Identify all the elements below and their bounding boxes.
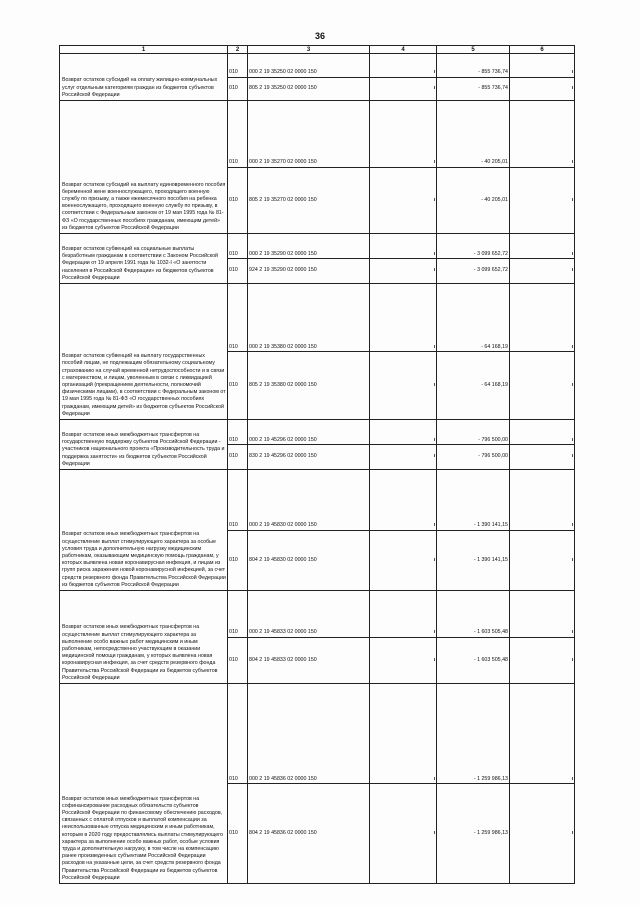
header-cell-4: 4 [370, 46, 437, 54]
row-amount: - 64 168,19 [437, 352, 510, 420]
row-col4-cell [370, 420, 437, 445]
header-cell-1: 1 [60, 46, 228, 54]
row-amount: - 40 205,01 [437, 167, 510, 234]
row-line-code: 010 [228, 684, 248, 784]
row-kbk-code: 000 2 19 45833 02 0000 150 [248, 591, 370, 638]
row-col4-cell [370, 352, 437, 420]
row-col6-cell [510, 530, 575, 591]
row-col6-cell [510, 470, 575, 531]
row-col6-cell [510, 352, 575, 420]
table-row [60, 101, 575, 168]
row-line-code: 010 [228, 259, 248, 284]
row-kbk-code: 805 2 19 35380 02 0000 150 [248, 352, 370, 420]
row-col6-cell [510, 591, 575, 638]
row-amount: - 1 603 505,48 [437, 591, 510, 638]
row-kbk-code: 805 2 19 35250 02 0000 150 [248, 77, 370, 101]
row-line-code: 010 [228, 637, 248, 684]
table-row [60, 420, 575, 445]
row-col4-cell [370, 77, 437, 101]
table-body [60, 46, 575, 884]
row-amount: - 855 736,74 [437, 54, 510, 78]
row-col6-cell [510, 234, 575, 259]
row-line-code: 010 [228, 284, 248, 352]
row-kbk-code: 000 2 19 35270 02 0000 150 [248, 101, 370, 168]
table-row [60, 234, 575, 259]
row-description: Возврат остатков иных межбюджетных трансфертов на осуществление выплат стимулирующего характера за особые условия труда и дополнительную нагрузку медицинским работникам, оказывающим медицинскую помощь гражданам, у которых выявлена новая коронавирусная инфекция, и лицам из групп риска заражения новой коронавирусной инфекцией, за счет средств резервного фонда Правительства Российской Федерации из бюджетов субъектов Российской Федерации [60, 470, 228, 591]
row-line-code: 010 [228, 784, 248, 884]
row-amount: - 1 259 986,13 [437, 684, 510, 784]
row-kbk-code: 000 2 19 45830 02 0000 150 [248, 470, 370, 531]
row-col4-cell [370, 445, 437, 470]
row-kbk-code: 000 2 19 45836 02 0000 150 [248, 684, 370, 784]
row-col6-cell [510, 420, 575, 445]
row-description: Возврат остатков субвенций на выплату государственных пособий лицам, не подлежащим обязательному социальному страхованию на случай временной нетрудоспособности и в связи с материнством, и лицам, уволенным в связи с ликвидацией организаций (прекращением деятельности, полномочий физическими лицами), в соответствии с Федеральным законом от 19 мая 1995 года № 81-ФЗ «О государственных пособиях гражданам, имеющим детей» из бюджетов субъектов Российской Федерации [60, 284, 228, 420]
row-amount: - 3 099 652,72 [437, 259, 510, 284]
row-col6-cell [510, 445, 575, 470]
header-row [60, 46, 575, 54]
row-col6-cell [510, 284, 575, 352]
row-col6-cell [510, 684, 575, 784]
row-line-code: 010 [228, 234, 248, 259]
row-col4-cell [370, 591, 437, 638]
row-description: Возврат остатков субсидий на оплату жилищно-коммунальных услуг отдельным категориям граждан из бюджетов субъектов Российской Федерации [60, 54, 228, 101]
row-col4-cell [370, 284, 437, 352]
row-kbk-code: 000 2 19 35290 02 0000 150 [248, 234, 370, 259]
row-kbk-code: 924 2 19 35290 02 0000 150 [248, 259, 370, 284]
row-col6-cell [510, 54, 575, 78]
row-line-code: 010 [228, 101, 248, 168]
row-col6-cell [510, 167, 575, 234]
row-col4-cell [370, 167, 437, 234]
row-amount: - 1 390 141,15 [437, 530, 510, 591]
row-amount: - 1 259 986,13 [437, 784, 510, 884]
row-col4-cell [370, 259, 437, 284]
row-kbk-code: 804 2 19 45830 02 0000 150 [248, 530, 370, 591]
row-amount: - 855 736,74 [437, 77, 510, 101]
row-col4-cell [370, 101, 437, 168]
row-line-code: 010 [228, 77, 248, 101]
row-amount: - 64 168,19 [437, 284, 510, 352]
row-line-code: 010 [228, 445, 248, 470]
row-col4-cell [370, 637, 437, 684]
header-cell-6: 6 [510, 46, 575, 54]
row-description: Возврат остатков субвенций на социальные выплаты безработным гражданам в соответствии с Законом Российской Федерации от 19 апреля 1991 года № 1032-I «О занятости населения в Российской Федерации» из бюджетов субъектов Российской Федерации [60, 234, 228, 284]
row-line-code: 010 [228, 167, 248, 234]
row-col4-cell [370, 470, 437, 531]
header-cell-5: 5 [437, 46, 510, 54]
row-line-code: 010 [228, 530, 248, 591]
row-description: Возврат остатков иных межбюджетных трансфертов на осуществление выплат стимулирующего характера за выполнение особо важных работ медицинским и иным работникам, непосредственно участвующим в оказании медицинской помощи гражданам, у которых выявлена новая коронавирусная инфекция, за счет средств резервного фонда Правительства Российской Федерации из бюджетов субъектов Российской Федерации [60, 591, 228, 684]
row-line-code: 010 [228, 352, 248, 420]
row-amount: - 796 500,00 [437, 420, 510, 445]
row-col6-cell [510, 784, 575, 884]
row-kbk-code: 000 2 19 45296 02 0000 150 [248, 420, 370, 445]
row-kbk-code: 804 2 19 45836 02 0000 150 [248, 784, 370, 884]
row-kbk-code: 805 2 19 35270 02 0000 150 [248, 167, 370, 234]
row-col4-cell [370, 530, 437, 591]
row-col6-cell [510, 637, 575, 684]
row-kbk-code: 000 2 19 35380 02 0000 150 [248, 284, 370, 352]
row-amount: - 1 390 141,15 [437, 470, 510, 531]
row-kbk-code: 804 2 19 45833 02 0000 150 [248, 637, 370, 684]
row-description: Возврат остатков иных межбюджетных трансфертов на софинансирование расходных обязательств субъектов Российской Федерации по финансовому обеспечению расходов, связанных с оплатой отпусков и выплатой компенсации за неиспользованные отпуска медицинским и иным работникам, которым в 2020 году предоставлялись выплаты стимулирующего характера за выполнение особо важных работ, особые условия труда и дополнительную нагрузку, в том числе на компенсацию ранее произведенных субъектами Российской Федерации расходов на указанные цели, за счет средств резервного фонда Правительства Российской Федерации из бюджетов субъектов Российской Федерации [60, 684, 228, 884]
row-amount: - 796 500,00 [437, 445, 510, 470]
header-cell-2: 2 [228, 46, 248, 54]
header-cell-3: 3 [248, 46, 370, 54]
row-col4-cell [370, 54, 437, 78]
row-line-code: 010 [228, 470, 248, 531]
page-number: 36 [314, 31, 325, 41]
row-kbk-code: 830 2 19 45296 02 0000 150 [248, 445, 370, 470]
row-col6-cell [510, 259, 575, 284]
row-col4-cell [370, 684, 437, 784]
row-amount: - 40 205,01 [437, 101, 510, 168]
row-line-code: 010 [228, 591, 248, 638]
row-col4-cell [370, 234, 437, 259]
row-kbk-code: 000 2 19 35250 02 0000 150 [248, 54, 370, 78]
row-col4-cell [370, 784, 437, 884]
row-line-code: 010 [228, 420, 248, 445]
row-description: Возврат остатков иных межбюджетных трансфертов на государственную поддержку субъектов Российской Федерации - участников национального проекта «Производительность труда и поддержка занятости» из бюджетов субъектов Российской Федерации [60, 420, 228, 470]
row-line-code: 010 [228, 54, 248, 78]
table-row [60, 284, 575, 352]
row-description: Возврат остатков субсидий на выплату единовременного пособия беременной жене военнослужащего, проходящего военную службу по призыву, а также ежемесячного пособия на ребенка военнослужащего, проходящего военную службу по призыву, в соответствии с Федеральным законом от 19 мая 1995 года № 81-ФЗ «О государственных пособиях гражданам, имеющим детей» из бюджетов субъектов Российской Федерации [60, 101, 228, 234]
table-row [60, 54, 575, 78]
budget-table [59, 45, 575, 884]
table-row [60, 684, 575, 784]
table-row [60, 470, 575, 531]
row-amount: - 1 603 505,48 [437, 637, 510, 684]
row-amount: - 3 099 652,72 [437, 234, 510, 259]
row-col6-cell [510, 77, 575, 101]
row-col6-cell [510, 101, 575, 168]
table-row [60, 591, 575, 638]
